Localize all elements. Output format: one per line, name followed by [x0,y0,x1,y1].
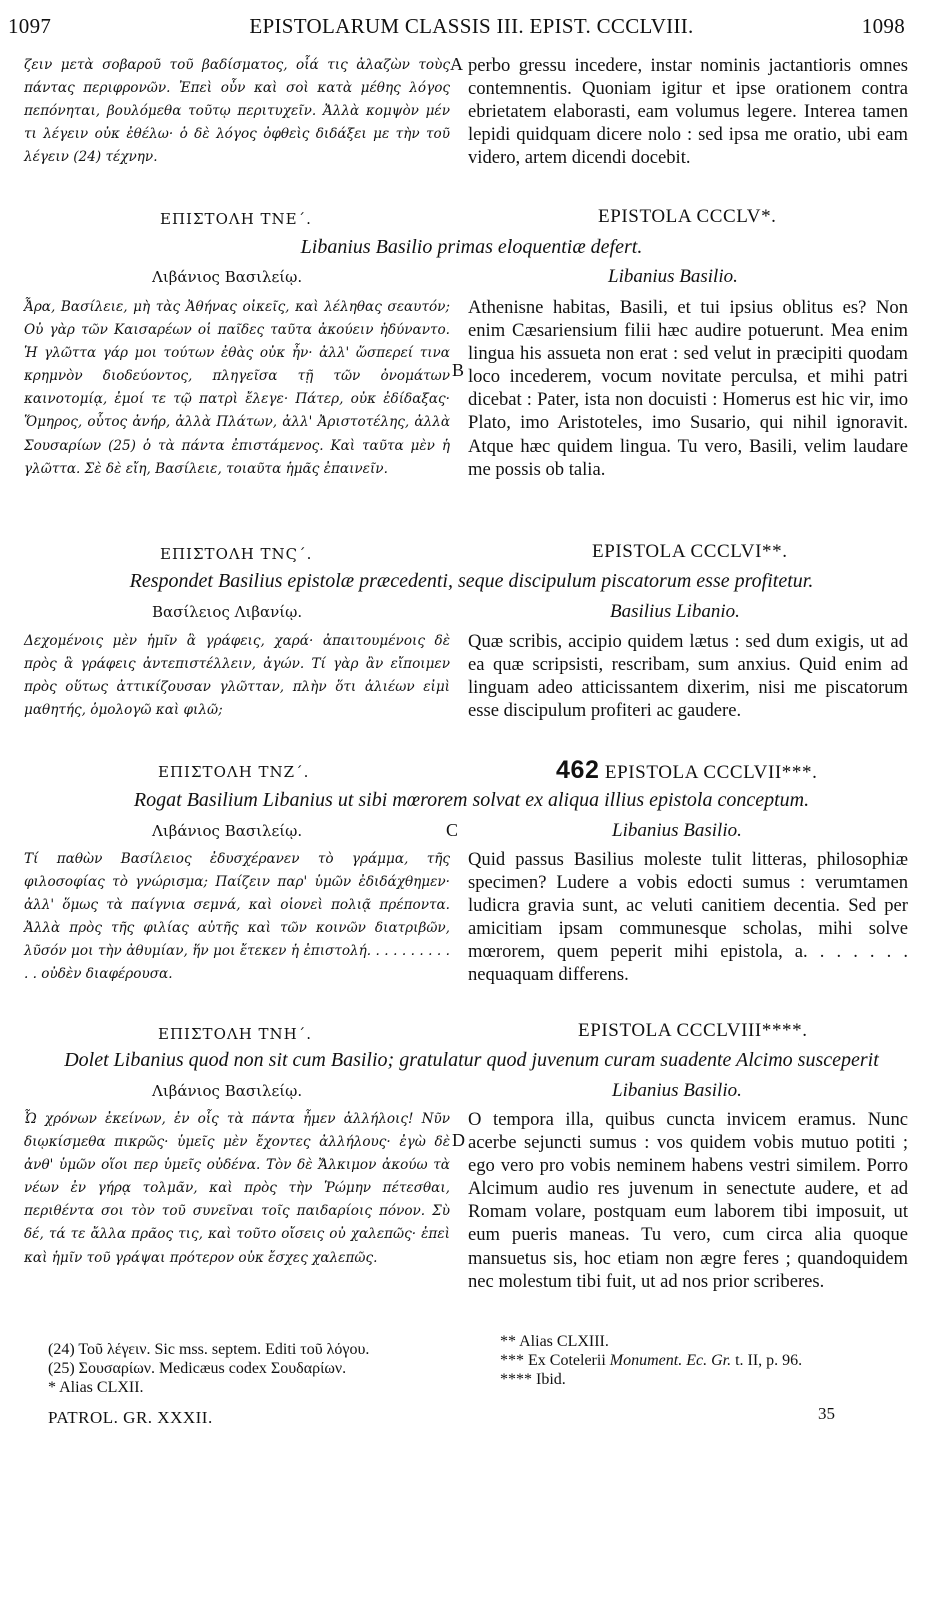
footer-sheet-number: 35 [818,1404,835,1423]
letter4-summary: Dolet Libanius quod non sit cum Basilio; gratulatur quod juvenum curam suadente Alcimo susceperit [64,1049,879,1071]
letter4-greek-salutation: Λιβάνιος Βασιλείῳ. [152,1082,303,1100]
letter1-greek-heading: ΕΠΙΣΤΟΛΗ ΤΝΕ΄. [160,210,312,228]
footnote-star3-prefix: *** Ex Cotelerii [500,1352,606,1369]
letter4-greek-text: Ὦ χρόνων ἐκείνων, ἐν οἷς τὰ πάντα ἦμεν ἀλλήλοις! Νῦν διῳκίσμεθα πικρῶς· ὑμεῖς μὲν ἔχοντες ἀλλήλους· ἐγὼ δὲ ἀνθ' ὑμῶν οἵοι περ ὑμεῖς οὐδένα. Τὸν δὲ Ἄλκιμον ἀκούω τὰ νέων ἐν γήρᾳ τολμᾶν, καὶ πρὸς τὴν Ῥώμην πέτεσθαι, περιθέντα σοι τὸν τοῦ συνεῖναι τοῖς παιδαρίοις πόνον. Σὺ δέ, τά τε ἄλλα πρᾶος τις, καὶ τοῦτο οἴσεις οὐ χαλεπῶς· ἐπεὶ καὶ ἡμῖν τοῦ γράψαι πρότερον οὐκ ἔσχες χαλεπῶς. [24,1111,450,1266]
letter2-greek-text: Δεχομένοις μὲν ἡμῖν ἃ γράφεις, χαρά· ἀπαιτουμένοις δὲ πρὸς ἃ γράφεις ἀντεπιστέλλειν, ἀγών. Τί γὰρ ἂν εἴποιμεν πρὸς οὕτως ἀττικίζουσαν γλῶτταν, πλὴν ὅτι ἁλιέων εἰμὶ μαθητής, ὁμολογῶ καὶ φιλῶ; [24,633,450,719]
footnote-star2: ** Alias CLXIII. [500,1333,609,1350]
letter2-summary: Respondet Basilius epistolæ præcedenti, seque discipulum piscatorum esse profitetur. [129,570,814,592]
letter2-latin-heading: EPISTOLA CCCLVI**. [592,541,788,562]
letter4-greek-heading: ΕΠΙΣΤΟΛΗ ΤΝΗ΄. [158,1025,313,1043]
letter1-greek-text: Ἆρα, Βασίλειε, μὴ τὰς Ἀθήνας οἰκεῖς, καὶ λέληθας σεαυτόν; Οὐ γὰρ τῶν Καισαρέων οἱ παῖδες ταῦτα ἀκούειν ἠδύναντο. Ἡ γλῶττα γάρ μοι τούτων ἐθὰς οὐκ ἦν· ἀλλ' ὥσπερεί τινα κρημνὸν διοδεύοντος, πληγεῖσα τῇ τῶν ὀνομάτων καινοτομίᾳ, ἐμοί τε τῷ πατρὶ ἔλεγε· Πάτερ, οὐκ ἐδίδαξας· Ὅμηρος, οὗτος ἀνήρ, ἀλλὰ Πλάτων, ἀλλ' Ἀριστοτέλης, ἀλλὰ Σουσαρίων (25) ὁ τὰ πάντα ἐπιστάμενος. Καὶ ταῦτα μὲν ἡ γλῶττα. Σὲ δὲ εἴη, Βασίλειε, τοιαῦτα ἡμᾶς ἐπαινεῖν. [24,299,450,477]
footnote-star3-title: Monument. Ec. Gr. [609,1352,732,1369]
letter2-latin-salutation: Basilius Libanio. [610,601,740,622]
margin-letter-c: C [446,820,459,840]
intro-greek: ζειν μετὰ σοβαροῦ τοῦ βαδίσματος, οἷά τις ἀλαζὼν τοὺς πάντας περιφρονῶν. Ἐπεὶ οὖν καὶ σοὶ κατὰ μέθης λόγος πεπόνηται, βουλόμεθα τοῦτῳ περιτυχεῖν. Ἀλλὰ κομψὸν μέν τι λέγειν οὐκ ἐθέλω· ὁ δὲ λόγος ὀφθεὶς διδάξει με τὴν τοῦ λέγειν (24) τέχνην. [24,57,450,166]
margin-letter-b: B [452,360,465,380]
intro-latin: perbo gressu incedere, instar nominis jactantioris omnes contemnentis. Quoniam igitur et ipse orationem contra ebrietatem elaborasti, eam volumus legere. Interea tamen lepidi quidquam dicere nolo : sed ipsa me oratio, ubi eam videro, artem dicendi docebit. [468,55,908,169]
footnote-star1: * Alias CLXII. [48,1379,144,1396]
footnotes-left [48,1340,458,1397]
letter3-latin-text: Quid passus Basilius moleste tulit litteras, philosophiæ specimen? Ludere a vobis edocti sumus : verumtamen ludicra gravia sunt, ac veluti canitiem decentia. Sed per amicitiam ipsam communesque scholas, mihi solve mœrorem, quem peperit mihi epistola, a. . . . . . . nequaquam differens. [468,849,908,986]
margin-letter-d: D [452,1130,465,1150]
letter1-summary: Libanius Basilio primas eloquentiæ defert. [300,236,643,258]
footnote-star3-suffix: t. II, p. 96. [735,1352,803,1369]
left-page-number: 1097 [8,14,52,38]
letter1-latin-text: Athenisne habitas, Basili, et tui ipsius oblitus es? Non enim Cæsariensium filii hæc audire potuerunt. Mea enim lingua his assueta non erat : sed velut in præcipiti quodam loco incederem, vocum novitate perculsa, et mihi patri dicebat : Pater, ista non docuisti : Homerus est hic vir, imo Plato, imo Aristoteles, imo Susario, qui nihil ignoravit. Atque hæc quidem lingua. Tu vero, Basili, velim laudare me possis ob talia. [468,297,908,480]
letter2-greek-salutation: Βασίλειος Λιβανίῳ. [152,603,303,621]
footnote-25: (25) Σουσαρίων. Medicæus codex Σουδαρίων. [48,1360,347,1377]
running-title: EPISTOLARUM CLASSIS III. EPIST. CCCLVIII. [249,14,694,38]
margin-letter-a: A [450,54,463,74]
letter1-greek-salutation: Λιβάνιος Βασιλείῳ. [152,268,303,286]
letter3-latin-heading-block [556,756,817,785]
letter2-greek-heading: ΕΠΙΣΤΟΛΗ ΤΝϚ΄. [160,545,313,563]
running-header [0,14,943,44]
footnote-star4: **** Ibid. [500,1371,566,1388]
letter3-greek-salutation: Λιβάνιος Βασιλείῳ. [152,822,303,840]
letter2-latin-text: Quæ scribis, accipio quidem lætus : sed dum exigis, ut ad ea quæ scripsisti, rescribam, sum anxius. Quid enim ad linguam adeo atticissantem dixerim, nisi me piscatorum esse discipulum profiteri ac gaudere. [468,631,908,722]
volume-page-number: 462 [556,756,600,784]
letter3-greek-heading: ΕΠΙΣΤΟΛΗ ΤΝΖ΄. [158,763,310,781]
footnote-24: (24) Τοῦ λέγειν. Sic mss. septem. Editi τοῦ λόγου. [48,1341,370,1358]
footer-series: PATROL. GR. XXXII. [48,1408,213,1427]
letter1-latin-heading: EPISTOLA CCCLV*. [598,206,777,227]
letter4-latin-heading: EPISTOLA CCCLVIII****. [578,1020,808,1041]
letter3-greek-text: Τί παθὼν Βασίλειος ἐδυσχέρανεν τὸ γράμμα, τῆς φιλοσοφίας τὸ γνώρισμα; Παίζειν παρ' ὑμῶν ἐδιδάχθημεν· ἀλλ' ὅμως τὰ παίγνια σεμνά, καὶ οἱονεὶ πολιᾷ πρέποντα. Ἀλλὰ πρὸς τῆς φιλίας αὐτῆς καὶ τῶν κοινῶν διατριβῶν, λῦσόν μοι τὴν ἀθυμίαν, ἥν μοι ἔτεκεν ἡ ἐπιστολή. . . . . . . . . . . . οὐδὲν διαφέρουσα. [24,851,450,983]
right-page-number: 1098 [861,14,905,38]
footnotes-right [500,1332,920,1389]
letter3-latin-heading: EPISTOLA CCCLVII***. [604,762,818,783]
footnote-star3 [500,1351,920,1370]
letter4-latin-text: O tempora illa, quibus cuncta invicem eramus. Nunc acerbe sejuncti sumus : vos quidem vobis mutuo potiti ; ego vero pro vobis neminem habens vestri similem. Porro Alcimum audio res juvenum in senectute audere, et ad Romam volare, postquam eum laborem tibi imposuit, ut eum pueris maneas. Tu vero, cum circa alia quoque mansuetus sis, hoc etiam non ægre feres ; quandoquidem nec molestum tibi fuit, ut ad nos prior scriberes. [468,1109,908,1292]
letter1-latin-salutation: Libanius Basilio. [608,266,738,287]
letter4-latin-salutation: Libanius Basilio. [612,1080,742,1101]
letter3-summary: Rogat Basilium Libanius ut sibi mœrorem solvat ex aliqua illius epistola conceptum. [133,789,810,811]
letter3-latin-salutation: Libanius Basilio. [612,820,742,841]
